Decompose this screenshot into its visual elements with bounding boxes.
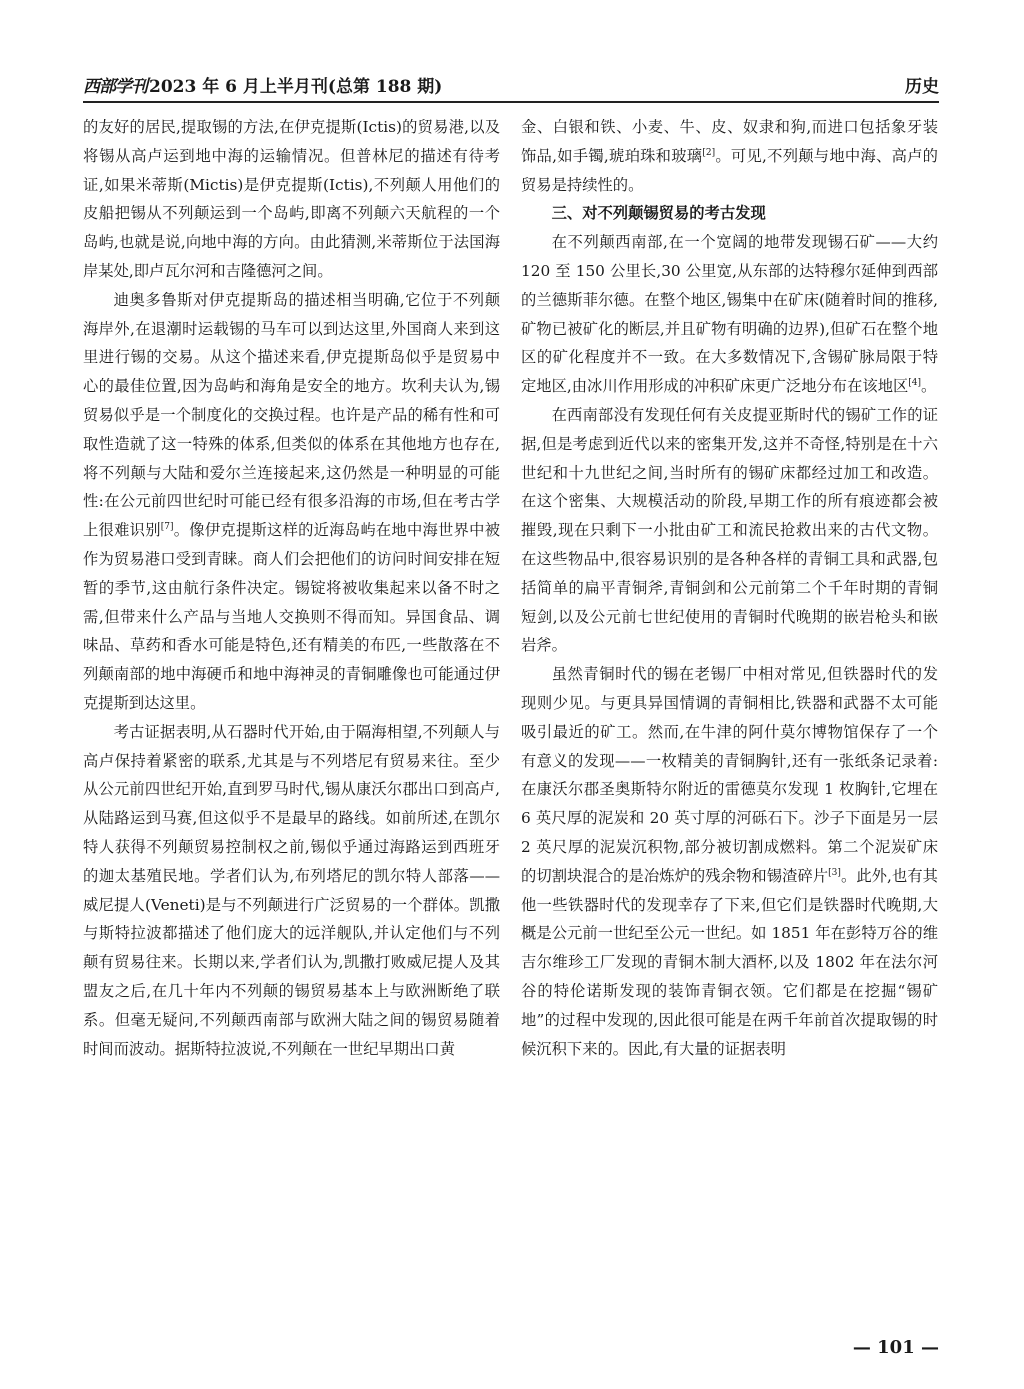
paragraph-text: 金、白银和铁、小麦、牛、皮、奴隶和狗,而进口包括象牙装饰品,如手镯,琥珀珠和玻璃: [521, 118, 938, 165]
citation-ref: [2]: [702, 147, 716, 158]
issue-info: 2023 年 6 月上半月刊(总第 188 期): [149, 77, 443, 97]
page-header: [83, 70, 939, 100]
section-heading: 三、对不列颠锡贸易的考古发现: [551, 204, 766, 223]
paragraph: [521, 660, 938, 1063]
citation-ref: [7]: [160, 522, 174, 533]
right-column: [521, 113, 938, 1063]
paragraph-text: 考古证据表明,从石器时代开始,由于隔海相望,不列颠人与高卢保持着紧密的联系,尤其是与不列塔尼有贸易来往。至少从公元前四世纪开始,直到罗马时代,锡从康沃尔郡出口到高卢,从陆路运到马赛,但这似乎不是最早的路线。如前所述,在凯尔特人获得不列颠贸易控制权之前,锡似乎通过海路运到西班牙的迦太基殖民地。学者们认为,布列塔尼的凯尔特人部落——威尼提人(Veneti)是与不列颠进行广泛贸易的一个群体。凯撒与斯特拉波都描述了他们庞大的远洋舰队,并认定他们与不列颠有贸易往来。长期以来,学者们认为,凯撒打败威尼提人及其盟友之后,在几十年内不列颠的锡贸易基本上与欧洲断绝了联系。但毫无疑问,不列颠西南部与欧洲大陆之间的锡贸易随着时间而波动。据斯特拉波说,不列颠在一世纪早期出口黄: [83, 722, 500, 1058]
paragraph-text: 迪奥多鲁斯对伊克提斯岛的描述相当明确,它位于不列颠海岸外,在退潮时运载锡的马车可以到达这里,外国商人来到这里进行锡的交易。从这个描述来看,伊克提斯岛似乎是贸易中心的最佳位置,因为岛屿和海角是安全的地方。坎利夫认为,锡贸易似乎是一个制度化的交换过程。也许是产品的稀有性和可取性造就了这一特殊的体系,但类似的体系在其他地方也存在,将不列颠与大陆和爱尔兰连接起来,这仍然是一种明显的可能性:在公元前四世纪时可能已经有很多沿海的市场,但在考古学上很难识别: [83, 290, 500, 540]
paragraph: [521, 228, 938, 401]
paragraph: [521, 401, 938, 660]
paragraph-text: 在不列颠西南部,在一个宽阔的地带发现锡石矿——大约 120 至 150 公里长,30 公里宽,从东部的达特穆尔延伸到西部的兰德斯菲尔德。在整个地区,锡集中在矿床(随着时间的推移,矿物已被矿化的断层,并且矿物有明确的边界),但矿石在整个地区的矿化程度并不一致。在大多数情况下,含锡矿脉局限于特定地区,由冰川作用形成的冲积矿床更广泛地分布在该地区: [521, 233, 938, 396]
left-column: [83, 113, 500, 1063]
paragraph: [521, 113, 938, 199]
section-label: 历史: [905, 77, 939, 97]
paragraph-text: 在西南部没有发现任何有关皮提亚斯时代的锡矿工作的证据,但是考虑到近代以来的密集开发,这并不奇怪,特别是在十六世纪和十九世纪之间,当时所有的锡矿床都经过加工和改造。在这个密集、大规模活动的阶段,早期工作的所有痕迹都会被摧毁,现在只剩下一小批由矿工和流民抢救出来的古代文物。在这些物品中,很容易识别的是各种各样的青铜工具和武器,包括简单的扁平青铜斧,青铜剑和公元前第二个千年时期的青铜短剑,以及公元前七世纪使用的青铜时代晚期的嵌岩枪头和嵌岩斧。: [521, 405, 938, 655]
paragraph: [83, 286, 500, 718]
header-rule: [83, 101, 939, 103]
paragraph-text: 。此外,也有其他一些铁器时代的发现幸存了下来,但它们是铁器时代晚期,大概是公元前一世纪至公元一世纪。如 1851 年在彭特万谷的维吉尔维珍工厂发现的青铜木制大酒杯,以及 1802 年在法尔河谷的特伦诺斯发现的装饰青铜衣领。它们都是在挖掘“锡矿地”的过程中发现的,因此很可能是在两千年前首次提取锡的时候沉积下来的。因此,有大量的证据表明: [521, 866, 938, 1058]
paragraph: [83, 113, 500, 286]
paragraph-text: 。可见,不列颠与地中海、高卢的贸易是持续性的。: [521, 146, 938, 194]
paragraph-text: 。: [921, 377, 937, 396]
paragraph: [83, 718, 500, 1064]
citation-ref: [4]: [908, 378, 922, 389]
journal-logo: 西部学刊: [83, 77, 147, 97]
citation-ref: [3]: [828, 867, 841, 878]
journal-running-head: [83, 72, 442, 97]
paragraph-text: 的友好的居民,提取锡的方法,在伊克提斯(Ictis)的贸易港,以及将锡从高卢运到地中海的运输情况。但普林尼的描述有待考证,如果米蒂斯(Mictis)是伊克提斯(Ictis),不列颠人用他们的皮船把锡从不列颠运到一个岛屿,即离不列颠六天航程的一个岛屿,也就是说,向地中海的方向。由此猜测,米蒂斯位于法国海岸某处,即卢瓦尔河和吉隆德河之间。: [83, 118, 500, 280]
paragraph-text: 。像伊克提斯这样的近海岛屿在地中海世界中被作为贸易港口受到青睐。商人们会把他们的访问时间安排在短暂的季节,这由航行条件决定。锡锭将被收集起来以备不时之需,但带来什么产品与当地人交换则不得而知。异国食品、调味品、草药和香水可能是特色,还有精美的布匹,一些散落在不列颠南部的地中海硬币和地中海神灵的青铜雕像也可能通过伊克提斯到达这里。: [83, 521, 500, 712]
paragraph-text: 虽然青铜时代的锡在老锡厂中相对常见,但铁器时代的发现则少见。与更具异国情调的青铜相比,铁器和武器不太可能吸引最近的矿工。然而,在牛津的阿什莫尔博物馆保存了一个有意义的发现——一枚精美的青铜胸针,还有一张纸条记录着:在康沃尔郡圣奥斯特尔附近的雷德莫尔发现 1 枚胸针,它埋在 6 英尺厚的泥炭和 20 英寸厚的河砾石下。沙子下面是另一层 2 英尺厚的泥炭沉积物,部分被切割成燃料。第二个泥炭矿床的切割块混合的是冶炼炉的残余物和锡渣碎片: [521, 665, 938, 885]
page-number: — 101 —: [852, 1337, 939, 1358]
